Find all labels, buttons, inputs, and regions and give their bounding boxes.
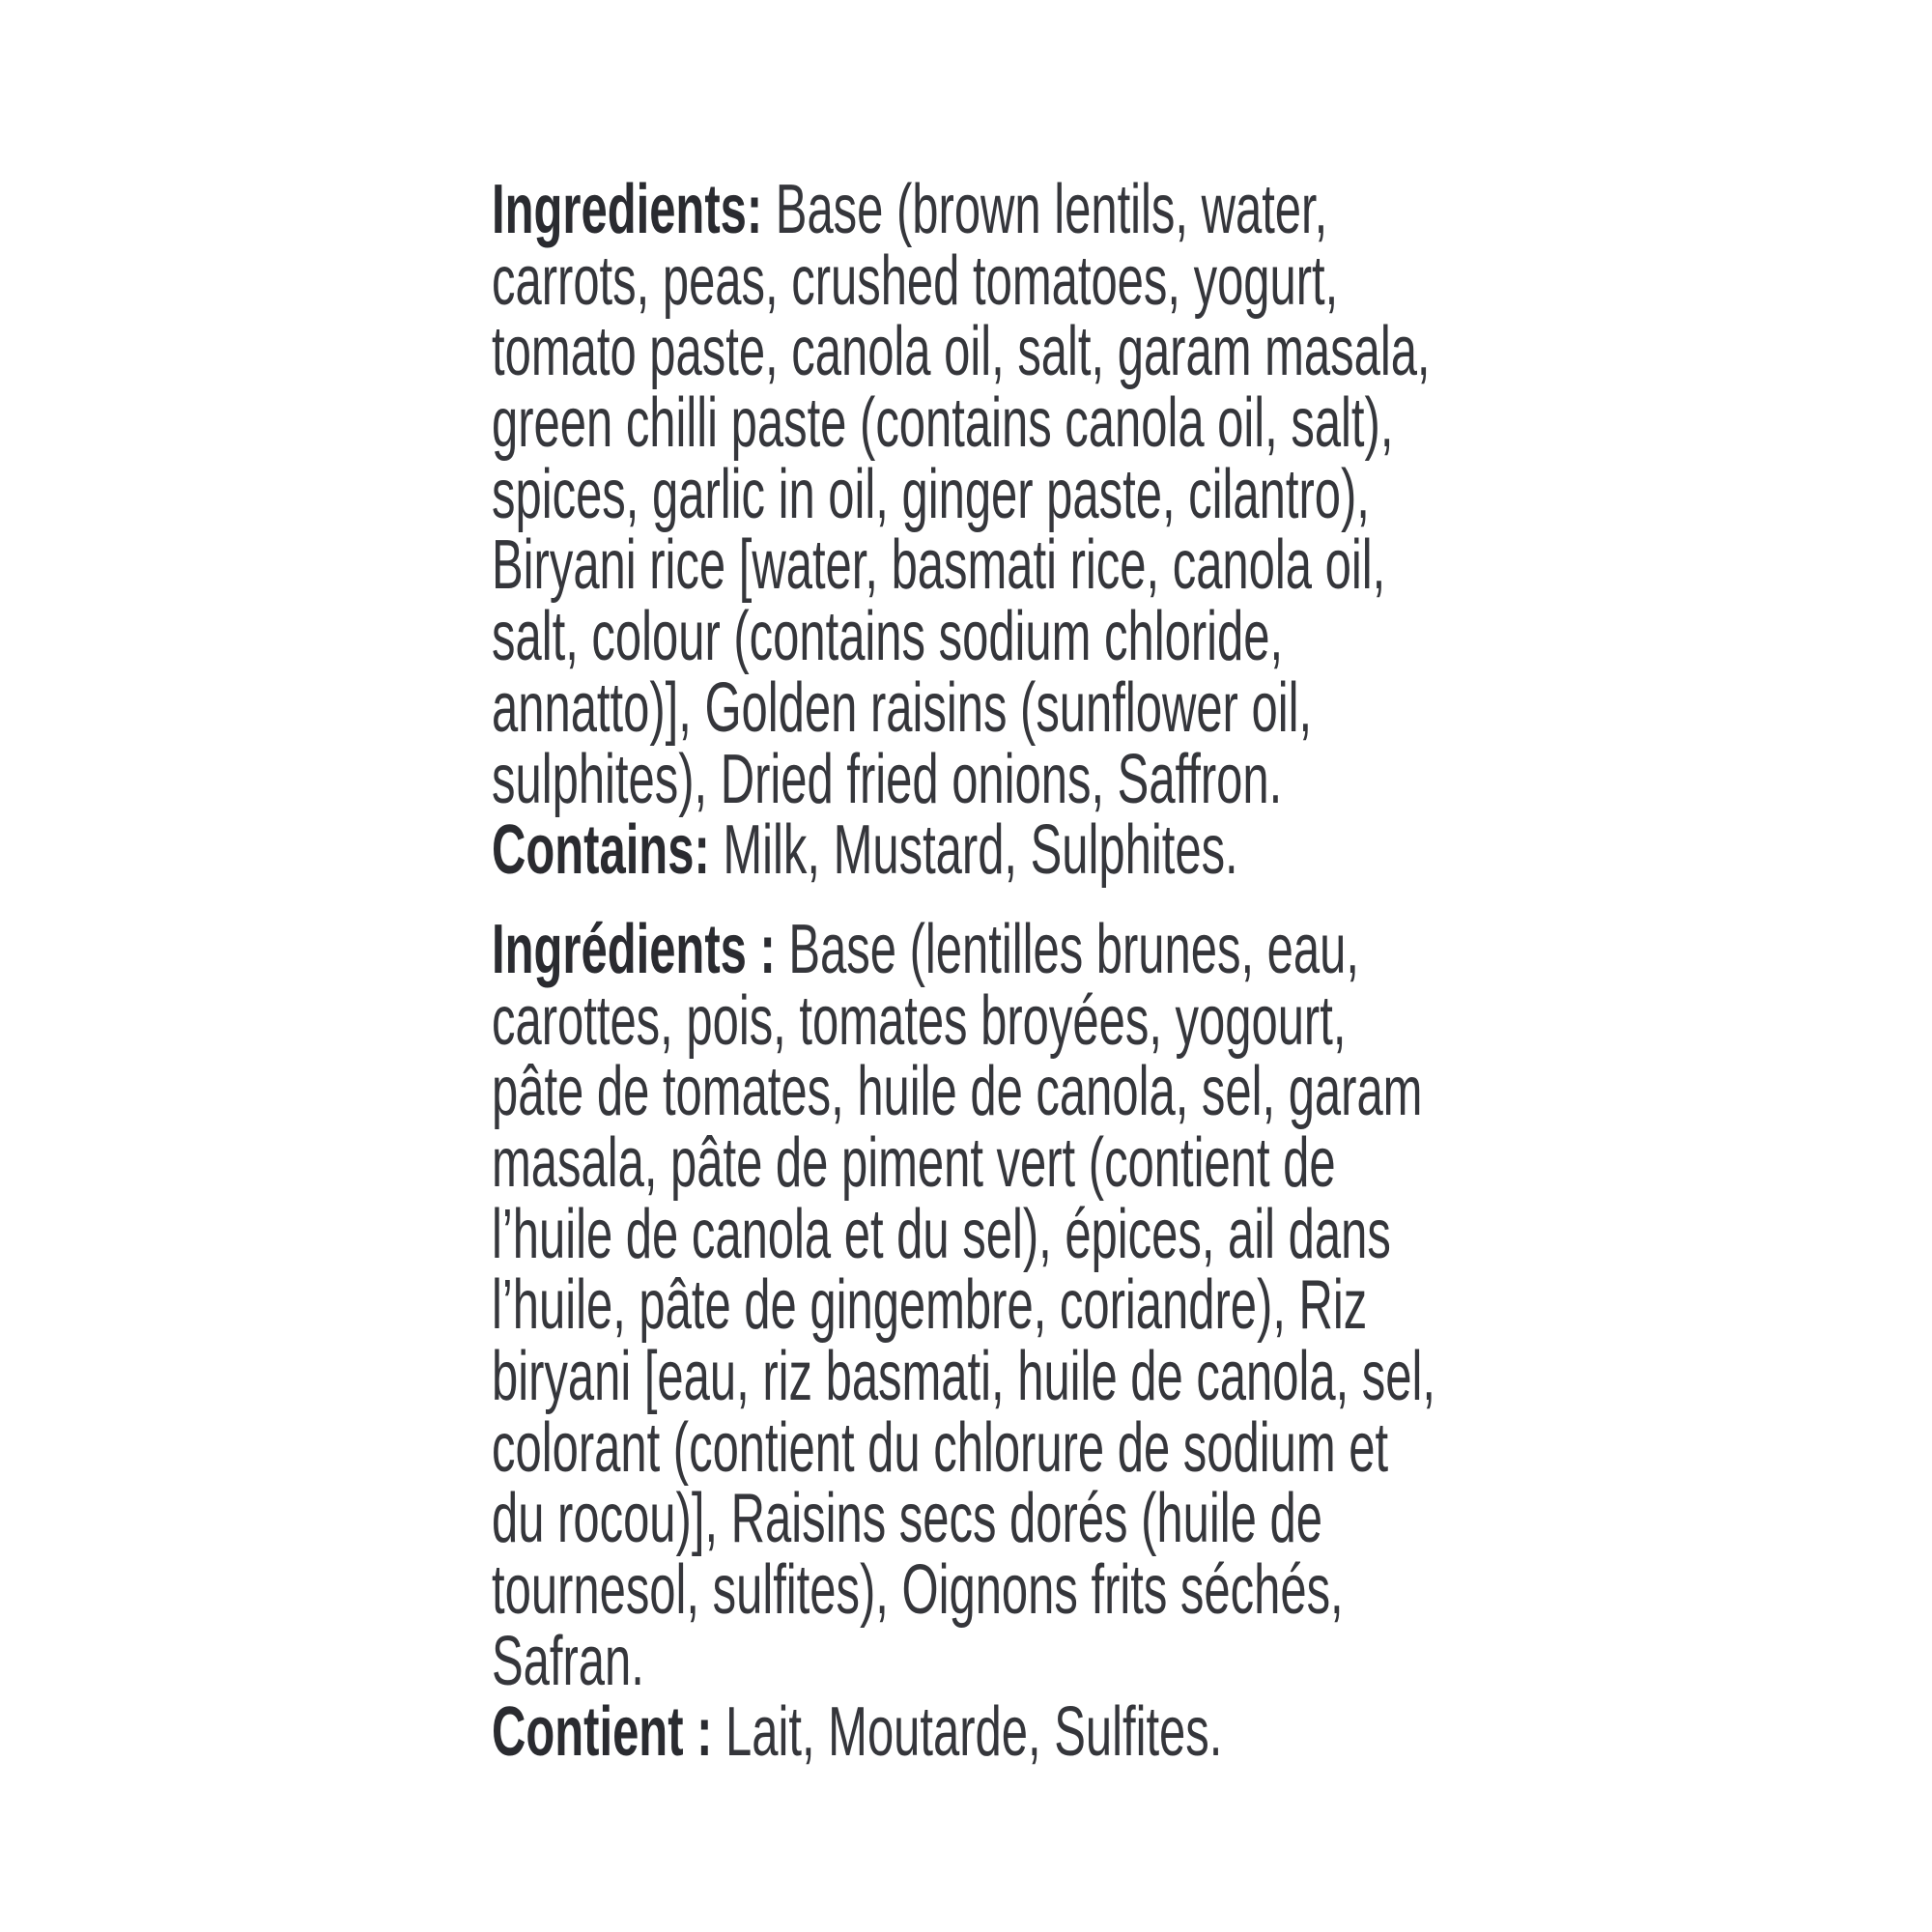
ingredient-line [492,384,1411,463]
ingredient-text: sulphites), Dried fried onions, Saffron. [492,740,1283,818]
ingredient-text: salt, colour (contains sodium chloride, [492,598,1284,676]
allergen-line [492,1693,1411,1772]
ingredient-line [492,526,1411,605]
ingredient-line [492,910,1411,988]
ingredient-line [492,1480,1411,1558]
ingredient-line [492,1266,1411,1345]
ingredient-line [492,1338,1436,1415]
ingredient-text: tournesol, sulfites), Oignons frits séchés, [492,1551,1344,1630]
ingredient-text: carottes, pois, tomates broyées, yogourt, [492,981,1347,1060]
ingredient-text: l’huile de canola et du sel), épices, ail dans [492,1195,1391,1273]
ingredient-text: annatto)], Golden raisins (sunflower oil, [492,668,1313,747]
ingredient-text: colorant (contient du chlorure de sodium et [492,1408,1389,1487]
ingredient-text: du rocou)], Raisins secs dorés (huile de [492,1480,1322,1558]
ingredient-text: biryani [eau, riz basmati, huile de canola, sel, [492,1338,1436,1415]
ingredients-panel [492,171,1436,1772]
allergen-line [492,811,1411,890]
ingredient-line [492,1195,1411,1273]
ingredient-text: pâte de tomates, huile de canola, sel, garam [492,1053,1423,1131]
ingredient-line [492,1622,1411,1700]
ingredient-line [492,455,1411,533]
ingredient-line [492,1053,1423,1131]
ingredient-text: green chilli paste (contains canola oil, salt), [492,384,1394,463]
ingredient-text: Biryani rice [water, basmati rice, canola oil, [492,526,1386,605]
ingredient-line [492,313,1431,391]
ingredient-text: Base (brown lentils, water, [762,171,1328,248]
ingredient-text: Base (lentilles brunes, eau, [775,910,1359,988]
ingredient-line [492,242,1411,320]
ingredient-text: spices, garlic in oil, ginger paste, cilantro), [492,455,1370,533]
ingredients-label: Ingrédients : [492,910,776,988]
allergen-text: Milk, Mustard, Sulphites. [709,811,1238,890]
ingredient-line [492,598,1411,676]
ingredient-text: tomato paste, canola oil, salt, garam masala, [492,313,1431,391]
allergen-text: Lait, Moutarde, Sulfites. [712,1693,1223,1772]
ingredient-line [492,668,1411,747]
english-ingredients [492,171,1431,890]
french-ingredients [492,910,1436,1772]
contains-label: Contient : [492,1693,713,1772]
ingredient-text: Safran. [492,1622,644,1700]
ingredient-text: carrots, peas, crushed tomatoes, yogurt, [492,242,1339,320]
ingredients-label: Ingredients: [492,171,763,248]
ingredient-text: l’huile, pâte de gingembre, coriandre), Riz [492,1266,1368,1345]
ingredient-line [492,1408,1411,1487]
ingredient-line [492,1123,1411,1202]
ingredient-line [492,1551,1411,1630]
ingredient-line [492,981,1411,1060]
ingredient-text: masala, pâte de piment vert (contient de [492,1123,1336,1202]
ingredient-line [492,171,1411,248]
contains-label: Contains: [492,811,710,890]
ingredient-line [492,740,1411,818]
